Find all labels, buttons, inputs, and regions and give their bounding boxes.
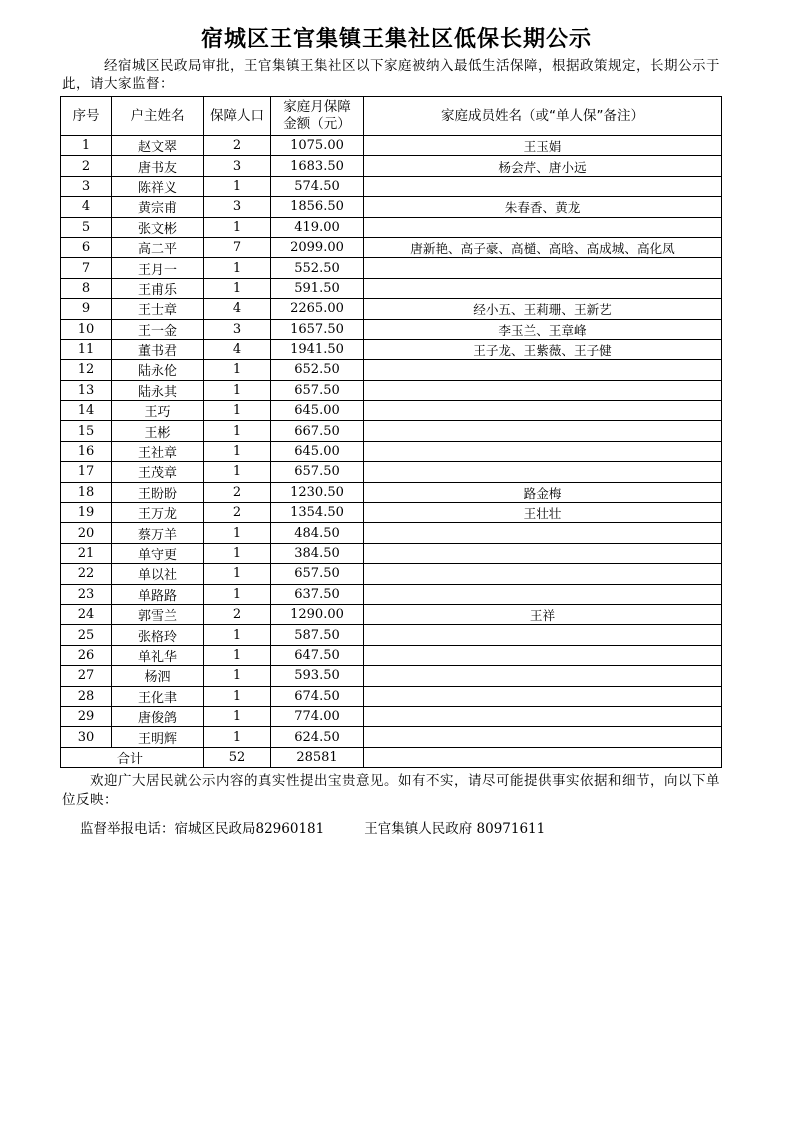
row-amount: 645.00 [271,401,364,421]
row-amount: 667.50 [271,421,364,441]
row-count: 1 [204,176,271,196]
table-row [61,136,722,156]
total-row [61,747,722,767]
row-amount: 624.50 [271,727,364,747]
row-head-name: 王盼盼 [112,482,204,502]
footer-paragraph: 欢迎广大居民就公示内容的真实性提出宝贵意见。如有不实，请尽可能提供事实依据和细节，向以下单位反映： [62,773,720,808]
row-seq: 21 [61,543,112,563]
row-head-name: 高二平 [112,237,204,257]
row-count: 1 [204,543,271,563]
row-head-name: 单以社 [112,564,204,584]
contact-town-government: 王官集镇人民政府 80971611 [364,821,546,837]
row-seq: 8 [61,278,112,298]
row-seq: 29 [61,706,112,726]
table-row [61,197,722,217]
row-amount: 1856.50 [271,197,364,217]
row-head-name: 张格玲 [112,625,204,645]
row-seq: 5 [61,217,112,237]
row-seq: 13 [61,380,112,400]
row-count: 1 [204,278,271,298]
table-row [61,441,722,461]
table-row [61,299,722,319]
header-seq: 序号 [61,97,112,136]
table-body [61,136,722,768]
row-amount: 552.50 [271,258,364,278]
table-row [61,319,722,339]
table-row [61,543,722,563]
row-amount: 2099.00 [271,237,364,257]
row-amount: 591.50 [271,278,364,298]
table-row [61,380,722,400]
row-head-name: 陆永其 [112,380,204,400]
row-count: 3 [204,156,271,176]
row-members [364,401,722,421]
row-amount: 1230.50 [271,482,364,502]
row-head-name: 郭雪兰 [112,604,204,624]
table-row [61,604,722,624]
row-seq: 16 [61,441,112,461]
row-members: 王壮壮 [364,503,722,523]
table-row [61,666,722,686]
row-seq: 25 [61,625,112,645]
row-seq: 24 [61,604,112,624]
row-amount: 645.00 [271,441,364,461]
row-seq: 12 [61,360,112,380]
row-seq: 22 [61,564,112,584]
row-members [364,543,722,563]
table-row [61,686,722,706]
row-head-name: 王彬 [112,421,204,441]
row-members: 唐新艳、高子豪、高檤、高晗、高成城、高化凤 [364,237,722,257]
row-count: 1 [204,441,271,461]
row-members [364,666,722,686]
row-count: 1 [204,421,271,441]
row-amount: 647.50 [271,645,364,665]
row-amount: 674.50 [271,686,364,706]
row-seq: 3 [61,176,112,196]
row-seq: 19 [61,503,112,523]
header-members: 家庭成员姓名（或“单人保”备注） [364,97,722,136]
table-row [61,278,722,298]
row-head-name: 王社章 [112,441,204,461]
row-head-name: 王甫乐 [112,278,204,298]
table-row [61,482,722,502]
row-seq: 26 [61,645,112,665]
row-members: 路金梅 [364,482,722,502]
header-amount-line2: 金额（元） [283,116,351,132]
row-head-name: 单礼华 [112,645,204,665]
table-row [61,360,722,380]
row-seq: 17 [61,462,112,482]
row-count: 1 [204,462,271,482]
row-members [364,360,722,380]
row-count: 1 [204,645,271,665]
contact-line [80,817,545,837]
row-count: 1 [204,706,271,726]
row-seq: 14 [61,401,112,421]
row-seq: 27 [61,666,112,686]
table-row [61,339,722,359]
row-amount: 484.50 [271,523,364,543]
contact-prefix: 监督举报电话： [80,821,175,837]
row-count: 4 [204,339,271,359]
row-seq: 9 [61,299,112,319]
row-head-name: 单守更 [112,543,204,563]
row-seq: 23 [61,584,112,604]
row-count: 1 [204,686,271,706]
row-amount: 1354.50 [271,503,364,523]
row-amount: 774.00 [271,706,364,726]
row-members [364,625,722,645]
row-count: 7 [204,237,271,257]
row-seq: 28 [61,686,112,706]
row-head-name: 王月一 [112,258,204,278]
table-row [61,564,722,584]
table-row [61,237,722,257]
header-count: 保障人口 [204,97,271,136]
row-members: 王祥 [364,604,722,624]
row-count: 1 [204,564,271,584]
row-seq: 11 [61,339,112,359]
row-seq: 4 [61,197,112,217]
row-count: 1 [204,523,271,543]
row-members [364,645,722,665]
row-head-name: 王士章 [112,299,204,319]
row-head-name: 王万龙 [112,503,204,523]
row-members: 朱春香、黄龙 [364,197,722,217]
row-count: 1 [204,666,271,686]
row-amount: 1075.00 [271,136,364,156]
total-label: 合计 [61,747,204,767]
contact-civil-affairs: 宿城区民政局82960181 [174,821,325,837]
total-members [364,747,722,767]
row-amount: 657.50 [271,380,364,400]
row-members [364,441,722,461]
row-head-name: 赵文翠 [112,136,204,156]
row-head-name: 王一金 [112,319,204,339]
total-count: 52 [204,747,271,767]
table-row [61,401,722,421]
row-members [364,584,722,604]
row-seq: 10 [61,319,112,339]
row-members [364,727,722,747]
row-head-name: 王茂章 [112,462,204,482]
row-amount: 1290.00 [271,604,364,624]
row-amount: 1683.50 [271,156,364,176]
table-row [61,503,722,523]
row-count: 2 [204,482,271,502]
row-head-name: 陈祥义 [112,176,204,196]
row-head-name: 唐俊鸽 [112,706,204,726]
row-members [364,686,722,706]
row-head-name: 张文彬 [112,217,204,237]
row-members [364,176,722,196]
row-members [364,462,722,482]
row-members [364,421,722,441]
row-head-name: 董书君 [112,339,204,359]
row-members: 经小五、王莉珊、王新艺 [364,299,722,319]
table-row [61,156,722,176]
row-seq: 20 [61,523,112,543]
subsidy-table [60,96,722,768]
row-amount: 593.50 [271,666,364,686]
table-row [61,584,722,604]
table-row [61,706,722,726]
total-amount: 28581 [271,747,364,767]
table-row [61,176,722,196]
row-count: 2 [204,136,271,156]
row-seq: 18 [61,482,112,502]
row-amount: 384.50 [271,543,364,563]
row-amount: 637.50 [271,584,364,604]
row-amount: 1941.50 [271,339,364,359]
table-row [61,421,722,441]
row-seq: 1 [61,136,112,156]
table-header-row [61,97,722,136]
row-amount: 657.50 [271,462,364,482]
row-head-name: 唐书友 [112,156,204,176]
table-row [61,727,722,747]
row-head-name: 王巧 [112,401,204,421]
table-row [61,462,722,482]
row-members: 杨会芹、唐小远 [364,156,722,176]
row-count: 2 [204,604,271,624]
row-count: 1 [204,217,271,237]
row-head-name: 王明辉 [112,727,204,747]
row-amount: 587.50 [271,625,364,645]
row-head-name: 陆永伦 [112,360,204,380]
row-members: 李玉兰、王章峰 [364,319,722,339]
table-row [61,217,722,237]
header-amount-line1: 家庭月保障 [283,99,351,115]
table-row [61,258,722,278]
row-count: 3 [204,319,271,339]
row-count: 4 [204,299,271,319]
row-members [364,258,722,278]
row-count: 1 [204,584,271,604]
row-count: 1 [204,625,271,645]
row-head-name: 蔡万羊 [112,523,204,543]
row-members [364,380,722,400]
header-amount [271,97,364,136]
row-head-name: 杨泗 [112,666,204,686]
row-members [364,278,722,298]
row-members [364,217,722,237]
header-head-name: 户主姓名 [112,97,204,136]
row-seq: 30 [61,727,112,747]
row-head-name: 单路路 [112,584,204,604]
row-seq: 2 [61,156,112,176]
page-title: 宿城区王官集镇王集社区低保长期公示 [200,27,592,52]
table-row [61,645,722,665]
row-count: 1 [204,380,271,400]
row-amount: 657.50 [271,564,364,584]
row-count: 2 [204,503,271,523]
row-seq: 7 [61,258,112,278]
row-amount: 1657.50 [271,319,364,339]
row-seq: 15 [61,421,112,441]
row-count: 1 [204,401,271,421]
row-count: 1 [204,360,271,380]
row-amount: 2265.00 [271,299,364,319]
table-row [61,625,722,645]
row-count: 1 [204,727,271,747]
row-amount: 574.50 [271,176,364,196]
row-members: 王玉娟 [364,136,722,156]
row-count: 1 [204,258,271,278]
row-head-name: 黄宗甫 [112,197,204,217]
row-amount: 652.50 [271,360,364,380]
intro-paragraph: 经宿城区民政局审批，王官集镇王集社区以下家庭被纳入最低生活保障，根据政策规定，长期公示于此，请大家监督： [62,58,720,92]
table-row [61,523,722,543]
row-members [364,706,722,726]
row-members [364,564,722,584]
row-members: 王子龙、王紫薇、王子健 [364,339,722,359]
row-amount: 419.00 [271,217,364,237]
row-seq: 6 [61,237,112,257]
row-head-name: 王化聿 [112,686,204,706]
row-members [364,523,722,543]
row-count: 3 [204,197,271,217]
